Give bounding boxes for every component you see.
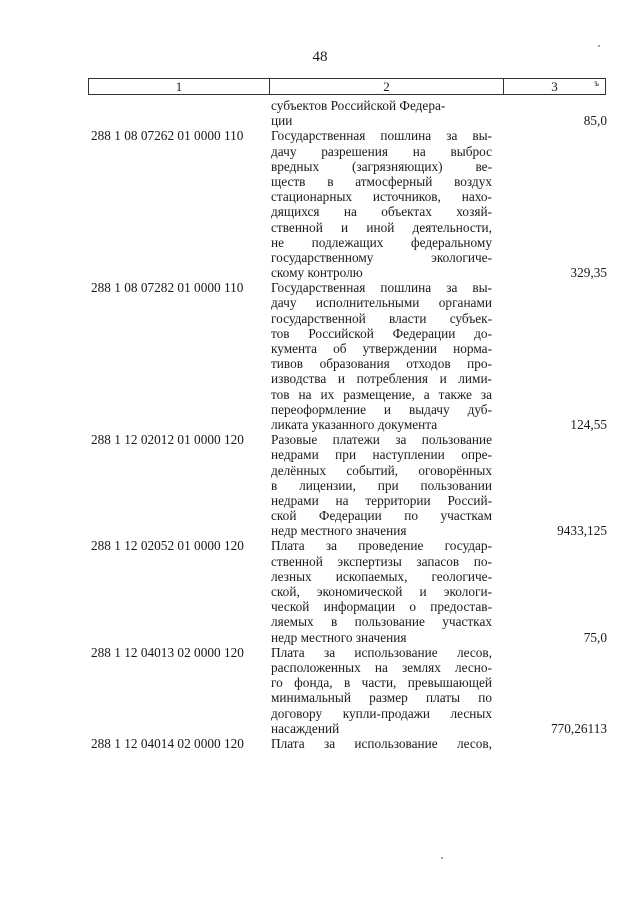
- column-header-1: 1: [89, 79, 270, 94]
- description-text: скому контролю: [271, 265, 363, 281]
- amount-value: 9433,125: [557, 523, 607, 539]
- budget-code: 288 1 12 02052 01 0000 120: [91, 538, 244, 554]
- description-text: ществ в атмосферный воздух: [271, 173, 492, 189]
- description-text: изводства и потребления и лими-: [271, 371, 492, 387]
- table-line: [0, 265, 640, 280]
- description-text: дящихся на объектах хозяй-: [271, 204, 492, 220]
- table-line: [0, 98, 640, 113]
- table-line: [0, 220, 640, 235]
- table-body: [0, 98, 640, 751]
- table-line: [0, 235, 640, 250]
- table-line: [0, 554, 640, 569]
- table-line: [0, 599, 640, 614]
- table-line: [0, 614, 640, 629]
- table-line: [0, 371, 640, 386]
- description-text: тивов образования отходов про-: [271, 356, 492, 372]
- table-line: [0, 690, 640, 705]
- description-text: лезных ископаемых, геологиче-: [271, 568, 492, 584]
- description-text: переоформление и выдачу дуб-: [271, 401, 492, 417]
- budget-code: 288 1 08 07262 01 0000 110: [91, 128, 244, 144]
- budget-code: 288 1 12 04013 02 0000 120: [91, 644, 244, 660]
- description-text: Плата за проведение государ-: [271, 538, 492, 554]
- description-text: ческой информации о предостав-: [271, 599, 492, 615]
- description-text: Разовые платежи за пользование: [271, 432, 492, 448]
- description-text: ственной экспертизы запасов по-: [271, 553, 492, 569]
- description-text: недрами на территории Россий-: [271, 492, 492, 508]
- amount-value: 85,0: [583, 113, 607, 129]
- table-line: [0, 144, 640, 159]
- table-line: [0, 174, 640, 189]
- amount-value: 329,35: [570, 265, 607, 281]
- table-line: [0, 341, 640, 356]
- description-text: кумента об утверждении норма-: [271, 341, 492, 356]
- description-text: государственному экологиче-: [271, 249, 492, 265]
- amount-value: 770,26113: [550, 720, 607, 736]
- description-text: стационарных источников, нахо-: [271, 189, 492, 205]
- table-line: [0, 660, 640, 675]
- table-line: [0, 311, 640, 326]
- table-line: [0, 736, 640, 751]
- description-text: ственной и иной деятельности,: [271, 219, 492, 235]
- table-line: [0, 295, 640, 310]
- description-text: тов Российской Федерации до-: [271, 325, 492, 341]
- description-text: государственной власти субъек-: [271, 310, 492, 326]
- column-header-3-label: 3: [551, 79, 558, 94]
- table-line: [0, 463, 640, 478]
- table-line: [0, 569, 640, 584]
- table-line: [0, 159, 640, 174]
- table-line: [0, 204, 640, 219]
- description-text: го фонда, в части, превышающей: [271, 675, 492, 691]
- table-line: [0, 387, 640, 402]
- description-text: недр местного значения: [271, 523, 407, 539]
- table-line: [0, 493, 640, 508]
- table-line: [0, 280, 640, 295]
- description-text: ской Федерации по участкам: [271, 508, 492, 524]
- description-text: дачу разрешения на выброс: [271, 143, 492, 159]
- description-text: не подлежащих федеральному: [271, 234, 492, 250]
- amount-value: 75,0: [583, 629, 607, 645]
- scan-speck: [441, 857, 443, 859]
- description-text: ляемых в пользование участках: [271, 614, 492, 630]
- description-text: ции: [271, 113, 293, 129]
- table-line: [0, 417, 640, 432]
- table-line: [0, 538, 640, 553]
- description-text: Государственная пошлина за вы-: [271, 280, 492, 296]
- description-text: вредных (загрязняющих) ве-: [271, 158, 492, 174]
- table-line: [0, 508, 640, 523]
- description-text: Плата за использование лесов,: [271, 735, 492, 751]
- header-mark: ъ: [594, 78, 599, 88]
- column-header-2: 2: [270, 79, 504, 94]
- table-line: [0, 356, 640, 371]
- description-text: субъектов Российской Федера-: [271, 98, 446, 113]
- page-number: 48: [312, 49, 328, 65]
- description-text: дачу исполнительными органами: [271, 295, 492, 311]
- description-text: в лицензии, при пользовании: [271, 477, 492, 493]
- table-line: [0, 402, 640, 417]
- description-text: договору купли-продажи лесных: [271, 705, 492, 721]
- table-line: [0, 432, 640, 447]
- description-text: Государственная пошлина за вы-: [271, 128, 492, 144]
- budget-code: 288 1 12 02012 01 0000 120: [91, 432, 244, 448]
- description-text: насаждений: [271, 720, 340, 736]
- table-line: [0, 675, 640, 690]
- description-text: ликата указанного документа: [271, 416, 438, 432]
- table-line: [0, 326, 640, 341]
- description-text: недр местного значения: [271, 629, 407, 645]
- description-text: тов на их размещение, а также за: [271, 386, 492, 402]
- budget-code: 288 1 08 07282 01 0000 110: [91, 280, 244, 296]
- table-line: [0, 250, 640, 265]
- table-header-row: [88, 78, 606, 95]
- table-line: [0, 478, 640, 493]
- description-text: делённых событий, оговорённых: [271, 462, 492, 478]
- budget-code: 288 1 12 04014 02 0000 120: [91, 735, 244, 751]
- table-line: [0, 189, 640, 204]
- table-line: [0, 584, 640, 599]
- table-line: [0, 523, 640, 538]
- table-line: [0, 113, 640, 128]
- table-line: [0, 128, 640, 143]
- table-line: [0, 706, 640, 721]
- table-line: [0, 721, 640, 736]
- description-text: расположенных на землях лесно-: [271, 659, 492, 675]
- description-text: минимальный размер платы по: [271, 690, 492, 706]
- scan-speck: [598, 45, 600, 47]
- table-line: [0, 447, 640, 462]
- table-line: [0, 645, 640, 660]
- table-line: [0, 630, 640, 645]
- column-header-3: [504, 79, 605, 94]
- description-text: ской, экономической и экологи-: [271, 584, 492, 599]
- description-text: Плата за использование лесов,: [271, 644, 492, 660]
- amount-value: 124,55: [570, 416, 607, 432]
- description-text: недрами при наступлении опре-: [271, 447, 492, 463]
